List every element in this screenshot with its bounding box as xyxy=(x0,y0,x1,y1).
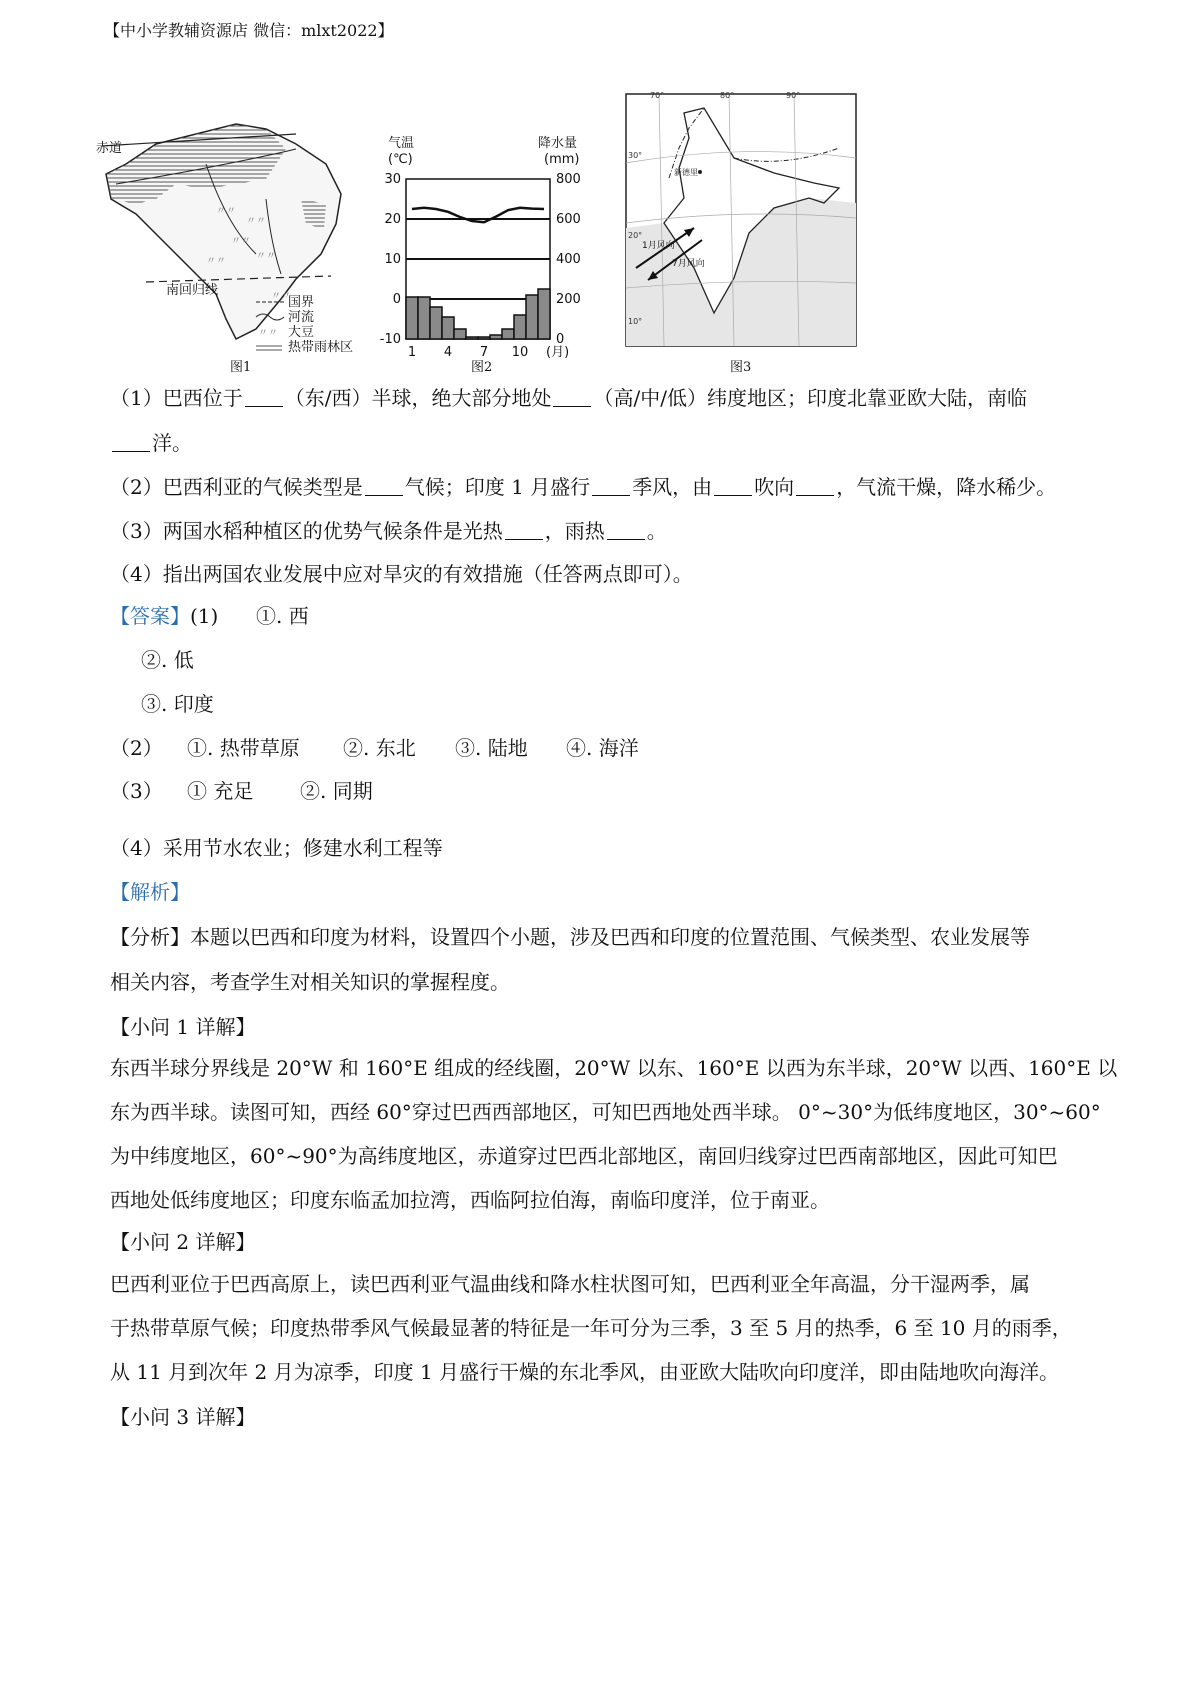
answer-3-item-1: ① 充足 xyxy=(187,779,254,803)
svg-text:〃〃: 〃〃 xyxy=(246,216,266,227)
legend-rainforest: 热带雨林区 xyxy=(288,340,354,355)
y-right-tick-label: 600 xyxy=(556,212,581,227)
legend-river: 河流 xyxy=(288,310,315,325)
section-1-line-3: 为中纬度地区，60°~90°为高纬度地区，赤道穿过巴西北部地区，南回归线穿过巴西南部地区，因此可知巴 xyxy=(110,1144,1058,1168)
lat-10-label: 10° xyxy=(628,317,643,326)
x-tick-label: 10 xyxy=(511,345,529,360)
temp-axis-label: 气温 xyxy=(388,136,415,151)
blank xyxy=(714,477,752,496)
lat-30-label: 30° xyxy=(628,151,643,160)
section-1-line-1: 东西半球分界线是 20°W 和 160°E 组成的经线圈，20°W 以东、160°E 以西为东半球，20°W 以西、160°E 以 xyxy=(110,1056,1118,1080)
svg-text:〃〃: 〃〃 xyxy=(256,251,276,262)
y-left-tick-label: 0 xyxy=(392,292,401,307)
blank xyxy=(592,477,630,496)
y-right-tick-label: 200 xyxy=(556,292,581,307)
svg-text:〃〃: 〃〃 xyxy=(231,236,251,247)
section-2-line-2: 于热带草原气候；印度热带季风气候最显著的特征是一年可分为三季，3 至 5 月的热季，6 至 10 月的雨季， xyxy=(110,1316,1072,1340)
precip-bar xyxy=(538,289,550,339)
lat-20-label: 20° xyxy=(628,231,643,240)
section-2-title: 【小问 2 详解】 xyxy=(110,1230,256,1254)
blank xyxy=(112,433,150,452)
svg-text:〃〃: 〃〃 xyxy=(271,291,291,302)
blank xyxy=(245,388,283,407)
blank xyxy=(553,388,591,407)
temp-axis-unit: (℃) xyxy=(388,152,413,167)
question-3: （3）两国水稻种植区的优势气候条件是光热 ，雨热 。 xyxy=(110,519,667,543)
y-right-tick-label: 800 xyxy=(556,172,581,187)
y-left-tick-label: 30 xyxy=(384,172,401,187)
section-2-line-3: 从 11 月到次年 2 月为凉季，印度 1 月盛行干燥的东北季风，由亚欧大陆吹向印度洋，即由陆地吹向海洋。 xyxy=(110,1360,1060,1384)
lon-80-label: 80° xyxy=(720,91,735,100)
svg-text:〃〃: 〃〃 xyxy=(206,256,226,267)
precip-axis-unit: (mm) xyxy=(544,152,580,167)
y-right-tick-label: 0 xyxy=(556,332,565,347)
precip-bar xyxy=(466,337,478,339)
section-1-title: 【小问 1 详解】 xyxy=(110,1015,256,1039)
answer-2-item-4: ④. 海洋 xyxy=(566,736,639,760)
answer-2-item-1: ①. 热带草原 xyxy=(187,736,300,760)
blank xyxy=(607,521,645,540)
legend-soybean: 大豆 xyxy=(288,325,315,340)
precip-bar xyxy=(430,307,442,339)
precip-bar xyxy=(490,335,502,339)
answer-4: （4）采用节水农业；修建水利工程等 xyxy=(110,836,443,860)
figure-3-india-map xyxy=(624,88,860,352)
analysis-label: 【解析】 xyxy=(110,880,190,904)
section-3-title: 【小问 3 详解】 xyxy=(110,1405,256,1429)
precip-bar xyxy=(418,297,430,339)
blank xyxy=(796,477,834,496)
question-1-line-2: 洋。 xyxy=(110,430,192,456)
analysis-intro-1: 【分析】本题以巴西和印度为材料，设置四个小题，涉及巴西和印度的位置范围、气候类型、农业发展等 xyxy=(110,925,1030,949)
question-2: （2）巴西利亚的气候类型是 气候；印度 1 月盛行 季风，由 吹向 ，气流干燥，降水稀少。 xyxy=(110,475,1057,499)
precip-bar xyxy=(406,297,418,339)
x-tick-label: 4 xyxy=(443,345,453,360)
answer-2-prefix: （2） xyxy=(110,736,163,760)
question-4: （4）指出两国农业发展中应对旱灾的有效措施（任答两点即可）。 xyxy=(110,562,693,586)
blank xyxy=(365,477,403,496)
precip-bar xyxy=(442,317,454,339)
section-2-line-1: 巴西利亚位于巴西高原上，读巴西利亚气温曲线和降水柱状图可知，巴西利亚全年高温，分干湿两季，属 xyxy=(110,1272,1030,1296)
legend-border: 国界 xyxy=(288,295,315,310)
svg-text:〃〃: 〃〃 xyxy=(216,206,236,217)
equator-label: 赤道 xyxy=(96,141,123,156)
precip-bar xyxy=(478,337,490,339)
section-1-line-2: 东为西半球。读图可知，西经 60°穿过巴西西部地区，可知巴西地处西半球。 0°~30°为低纬度地区，30°~60° xyxy=(110,1100,1101,1124)
month-unit: (月) xyxy=(546,345,570,360)
svg-text:〃〃: 〃〃 xyxy=(258,328,278,339)
precip-bar xyxy=(526,295,538,339)
y-left-tick-label: 20 xyxy=(384,212,401,227)
jul-wind-label: 7月风向 xyxy=(672,259,705,269)
y-left-tick-label: -10 xyxy=(379,332,401,347)
jan-wind-label: 1月风向 xyxy=(642,241,675,251)
source-header: 【中小学教辅资源店 微信：mlxt2022】 xyxy=(104,21,394,40)
answer-1-item-2: ②. 低 xyxy=(141,648,194,672)
x-tick-label: 1 xyxy=(407,345,417,360)
section-1-line-4: 西地处低纬度地区；印度东临孟加拉湾，西临阿拉伯海，南临印度洋，位于南亚。 xyxy=(110,1188,830,1212)
analysis-intro-2: 相关内容，考查学生对相关知识的掌握程度。 xyxy=(110,970,510,994)
y-right-tick-label: 400 xyxy=(556,252,581,267)
precip-bar xyxy=(502,329,514,339)
tropic-label: 南回归线 xyxy=(166,283,219,298)
answer-label: 【答案】 xyxy=(110,604,190,628)
answer-1-item-3: ③. 印度 xyxy=(141,692,214,716)
answer-line-1: 【答案】(1) xyxy=(110,604,219,628)
blank xyxy=(505,521,543,540)
figure-2-caption: 图2 xyxy=(471,360,493,375)
precip-axis-label: 降水量 xyxy=(538,136,578,151)
lon-70-label: 70° xyxy=(650,91,665,100)
precip-bar xyxy=(514,315,526,339)
answer-1-item-1: ①. 西 xyxy=(256,604,309,628)
x-tick-label: 7 xyxy=(479,345,489,360)
figure-2-climate-chart xyxy=(379,134,596,364)
lon-90-label: 90° xyxy=(786,91,801,100)
answer-2-item-3: ③. 陆地 xyxy=(455,736,528,760)
precip-bar xyxy=(454,329,466,339)
answer-3-prefix: （3） xyxy=(110,779,163,803)
figure-1-caption: 图1 xyxy=(230,360,252,375)
temperature-line xyxy=(412,208,544,222)
y-left-tick-label: 10 xyxy=(384,252,401,267)
city-label: 新德里 xyxy=(674,168,698,177)
answer-3-item-2: ②. 同期 xyxy=(300,779,373,803)
figure-1-brazil-map xyxy=(96,104,386,354)
figure-3-caption: 图3 xyxy=(730,360,752,375)
question-1-line-1: （1）巴西位于 （东/西）半球，绝大部分地处 （高/中/低）纬度地区；印度北靠亚欧大陆，南临 xyxy=(110,386,1027,410)
answer-2-item-2: ②. 东北 xyxy=(343,736,416,760)
